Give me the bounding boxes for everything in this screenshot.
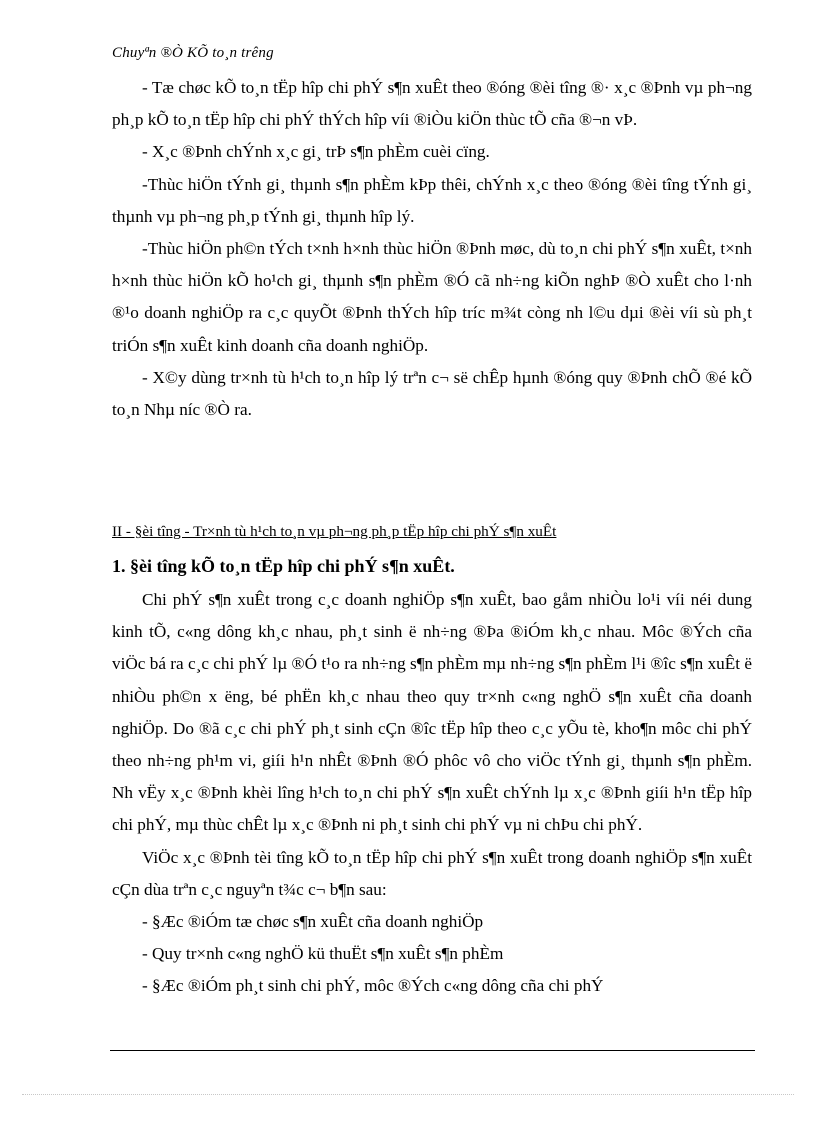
intro-paragraph: - X¸c ®Þnh chÝnh x¸c gi¸ trÞ s¶n phÈm cuèi cïng. [142, 142, 490, 162]
intro-paragraph: - Tæ chøc kÕ to¸n tËp hîp chi phÝ s¶n xuÊt theo ®óng ®èi tîng ®· x¸c ®Þnh vµ ph¬ng ph¸p kÕ to¸n tËp hîp chi phÝ thÝch hîp víi ®iÒu kiÖn thùc tÕ cña ®¬n vÞ. [112, 78, 752, 130]
page-header-title: Chuyªn ®Ò KÕ to¸n trêng [112, 45, 274, 61]
footer-divider [110, 1050, 755, 1051]
section-body [112, 584, 752, 1003]
list-item: - §Æc ®iÓm ph¸t sinh chi phÝ, môc ®Ých c«ng dông cña chi phÝ [142, 976, 604, 996]
intro-paragraph: -Thùc hiÖn tÝnh gi¸ thµnh s¶n phÈm kÞp thêi, chÝnh x¸c theo ®óng ®èi tîng tÝnh gi¸ thµnh vµ ph¬ng ph¸p tÝnh gi¸ thµnh hîp lý. [112, 174, 752, 226]
body-paragraph: Chi phÝ s¶n xuÊt trong c¸c doanh nghiÖp s¶n xuÊt, bao gåm nhiÒu lo¹i víi néi dung kinh tÕ, c«ng dông kh¸c nhau, ph¸t sinh ë nh÷ng ®Þa ®iÓm kh¸c nhau. Môc ®Ých cña viÖc bá ra c¸c chi phÝ lµ ®Ó t¹o ra nh÷ng s¶n phÈm mµ nh÷ng s¶n phÈm l¹i ®îc s¶n xuÊt ë nhiÒu ph©n x ëng, bé phËn kh¸c nhau theo quy tr×nh c«ng nghÖ s¶n xuÊt cña doanh nghiÖp. Do ®ã c¸c chi phÝ ph¸t sinh cÇn ®îc tËp hîp theo c¸c yÕu tè, kho¶n môc chi phÝ theo nh÷ng ph¹m vi, giíi h¹n nhÊt ®Þnh ®Ó phôc vô cho viÖc tÝnh gi¸ thµnh s¶n phÈm. Nh vËy x¸c ®Þnh khèi lîng h¹ch to¸n chi phÝ s¶n xuÊt chÝnh lµ x¸c ®Þnh giíi h¹n tËp hîp chi phÝ, mµ thùc chÊt lµ x¸c ®Þnh ni ph¸t sinh chi phÝ vµ ni chÞu chi phÝ. [112, 590, 752, 835]
section-heading: II - §èi tîng - Tr×nh tù h¹ch to¸n vµ ph¬ng ph¸p tËp hîp chi phÝ s¶n xuÊt [112, 523, 557, 540]
intro-block [112, 72, 752, 426]
list-item: - Quy tr×nh c«ng nghÖ kü thuËt s¶n xuÊt s¶n phÈm [142, 944, 504, 964]
list-item: - §Æc ®iÓm tæ chøc s¶n xuÊt cña doanh nghiÖp [142, 912, 484, 932]
page-edge-divider [22, 1094, 794, 1095]
intro-paragraph: - X©y dùng tr×nh tù h¹ch to¸n hîp lý trªn c¬ së chÊp hµnh ®óng quy ®Þnh chÕ ®é kÕ to¸n Nhµ níc ®Ò ra. [112, 367, 752, 420]
intro-paragraph: -Thùc hiÖn ph©n tÝch t×nh h×nh thùc hiÖn ®Þnh møc, dù to¸n chi phÝ s¶n xuÊt, t×nh h×nh thùc hiÖn kÕ ho¹ch gi¸ thµnh s¶n phÈm ®Ó cã nh÷ng kiÕn nghÞ ®Ò xuÊt cho l·nh ®¹o doanh nghiÖp ra c¸c quyÕt ®Þnh thÝch hîp tríc m¾t còng nh l©u dµi ®èi víi sù ph¸t triÓn s¶n xuÊt kinh doanh cña doanh nghiÖp. [112, 239, 752, 355]
subsection-heading: 1. §èi tîng kÕ to¸n tËp hîp chi phÝ s¶n xuÊt. [112, 556, 455, 576]
body-paragraph: ViÖc x¸c ®Þnh tèi tîng kÕ to¸n tËp hîp chi phÝ s¶n xuÊt trong doanh nghiÖp s¶n xuÊt cÇn dùa trªn c¸c nguyªn t¾c c¬ b¶n sau: [112, 847, 752, 899]
